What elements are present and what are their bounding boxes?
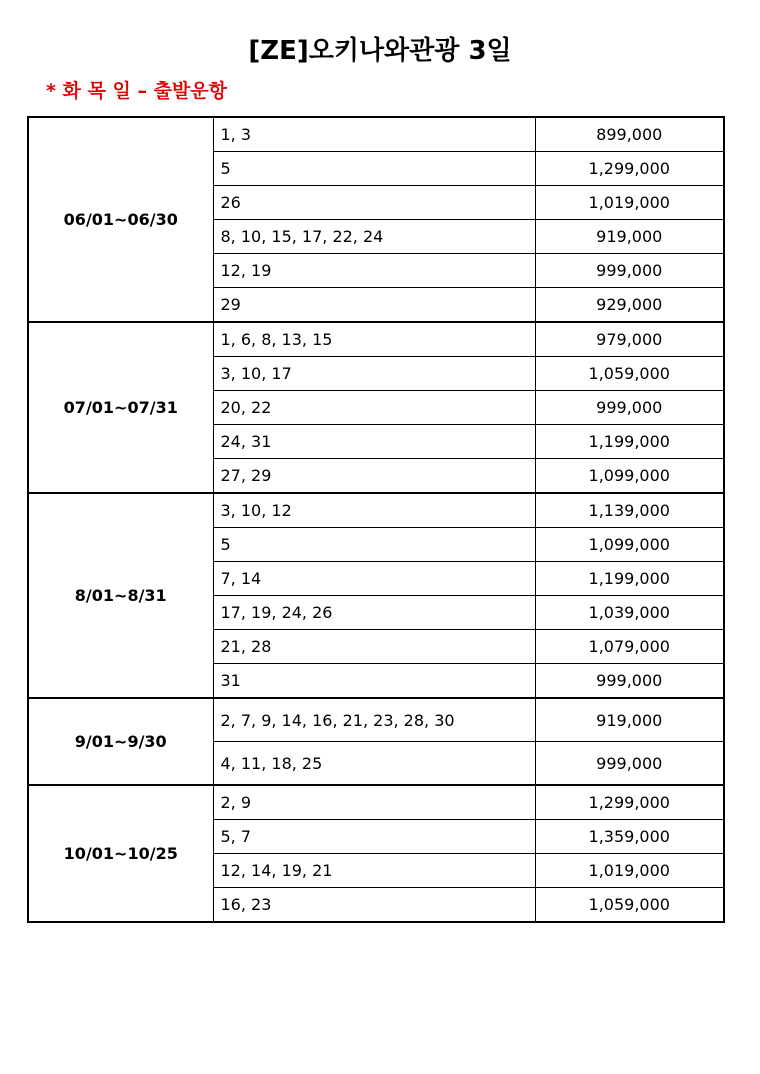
price-cell: 1,019,000 xyxy=(535,854,724,888)
price-row xyxy=(28,698,724,742)
price-row xyxy=(28,785,724,820)
price-cell: 1,099,000 xyxy=(535,528,724,562)
period-cell: 8/01~8/31 xyxy=(28,493,213,698)
departure-dates-cell: 2, 9 xyxy=(213,785,535,820)
departure-dates-cell: 29 xyxy=(213,288,535,323)
price-cell: 979,000 xyxy=(535,322,724,357)
departure-days-note: * 화 목 일 – 출발운항 xyxy=(46,80,227,102)
price-cell: 1,199,000 xyxy=(535,425,724,459)
price-cell: 999,000 xyxy=(535,742,724,786)
departure-dates-cell: 1, 3 xyxy=(213,117,535,152)
price-cell: 1,299,000 xyxy=(535,152,724,186)
price-cell: 899,000 xyxy=(535,117,724,152)
departure-dates-cell: 12, 14, 19, 21 xyxy=(213,854,535,888)
departure-dates-cell: 4, 11, 18, 25 xyxy=(213,742,535,786)
departure-dates-cell: 17, 19, 24, 26 xyxy=(213,596,535,630)
price-row xyxy=(28,322,724,357)
departure-dates-cell: 20, 22 xyxy=(213,391,535,425)
departure-dates-cell: 3, 10, 17 xyxy=(213,357,535,391)
price-cell: 1,099,000 xyxy=(535,459,724,494)
departure-dates-cell: 26 xyxy=(213,186,535,220)
price-cell: 929,000 xyxy=(535,288,724,323)
price-cell: 1,059,000 xyxy=(535,888,724,923)
departure-dates-cell: 5, 7 xyxy=(213,820,535,854)
departure-dates-cell: 24, 31 xyxy=(213,425,535,459)
price-cell: 1,359,000 xyxy=(535,820,724,854)
price-cell: 1,079,000 xyxy=(535,630,724,664)
price-cell: 1,059,000 xyxy=(535,357,724,391)
departure-dates-cell: 8, 10, 15, 17, 22, 24 xyxy=(213,220,535,254)
price-cell: 1,019,000 xyxy=(535,186,724,220)
departure-dates-cell: 12, 19 xyxy=(213,254,535,288)
period-cell: 9/01~9/30 xyxy=(28,698,213,785)
price-cell: 1,299,000 xyxy=(535,785,724,820)
period-cell: 07/01~07/31 xyxy=(28,322,213,493)
departure-dates-cell: 21, 28 xyxy=(213,630,535,664)
departure-dates-cell: 31 xyxy=(213,664,535,699)
price-cell: 1,139,000 xyxy=(535,493,724,528)
departure-dates-cell: 1, 6, 8, 13, 15 xyxy=(213,322,535,357)
departure-dates-cell: 27, 29 xyxy=(213,459,535,494)
price-cell: 919,000 xyxy=(535,220,724,254)
price-cell: 919,000 xyxy=(535,698,724,742)
departure-dates-cell: 2, 7, 9, 14, 16, 21, 23, 28, 30 xyxy=(213,698,535,742)
departure-dates-cell: 3, 10, 12 xyxy=(213,493,535,528)
price-row xyxy=(28,117,724,152)
period-cell: 06/01~06/30 xyxy=(28,117,213,322)
page-title: [ZE]오키나와관광 3일 xyxy=(248,36,512,66)
departure-dates-cell: 16, 23 xyxy=(213,888,535,923)
departure-dates-cell: 5 xyxy=(213,152,535,186)
departure-dates-cell: 5 xyxy=(213,528,535,562)
price-cell: 1,199,000 xyxy=(535,562,724,596)
price-cell: 999,000 xyxy=(535,664,724,699)
price-row xyxy=(28,493,724,528)
departure-dates-cell: 7, 14 xyxy=(213,562,535,596)
price-cell: 999,000 xyxy=(535,254,724,288)
price-table xyxy=(27,116,725,923)
price-cell: 999,000 xyxy=(535,391,724,425)
price-table-body xyxy=(28,117,724,922)
price-cell: 1,039,000 xyxy=(535,596,724,630)
period-cell: 10/01~10/25 xyxy=(28,785,213,922)
